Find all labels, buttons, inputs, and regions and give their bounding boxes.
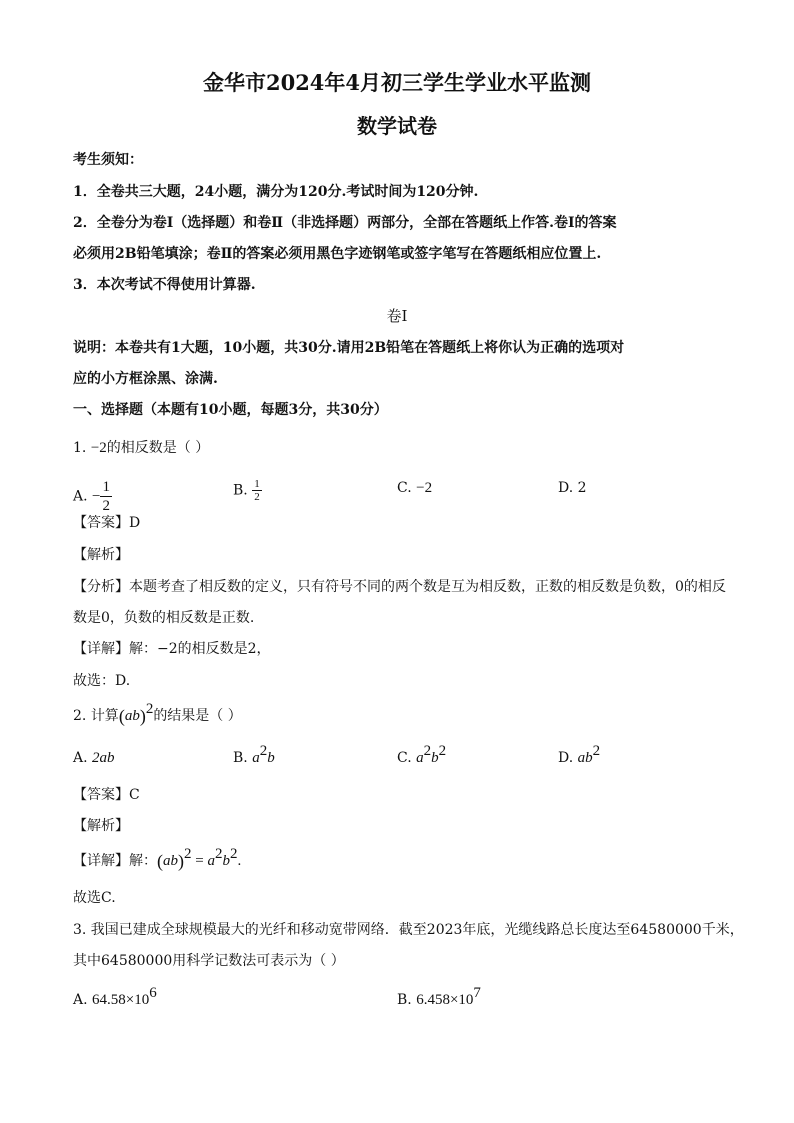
question-2-number: 2. — [73, 708, 87, 724]
notice-item-2-line2: 必须用2B铅笔填涂；卷Ⅱ的答案必须用黑色字迹钢笔或签字笔写在答题纸相应位置上. — [73, 246, 602, 262]
question-1-text: 的相反数是（ ） — [106, 440, 210, 456]
math-expression: $(ab)^2 = a^2b^2$. — [157, 846, 242, 871]
question-1-option-c: C. −2 — [397, 480, 433, 496]
math-expression: (ab)$^2$ — [118, 701, 154, 726]
math-expression: $a^2b$ — [252, 743, 275, 766]
question-1-analysis: 【解析】 — [73, 547, 129, 563]
question-1-option-a: A. − $\frac{1}{2}$ — [73, 479, 110, 514]
section-desc-line2: 应的小方框涂黑、涂满. — [73, 371, 218, 387]
section-desc-line1: 说明：本卷共有1大题，10小题，共30分.请用2B铅笔在答题纸上将你认为正确的选项对 — [73, 340, 625, 356]
question-1-expression: −2 — [90, 440, 107, 456]
question-2-option-d: D. $ab^2$ — [558, 743, 601, 766]
part-heading: 一、选择题（本题有10小题，每题3分，共30分） — [73, 402, 388, 418]
notice-item-3: 3．本次考试不得使用计算器. — [73, 277, 256, 293]
question-2-choice: 故选C. — [73, 890, 116, 906]
question-2-analysis: 【解析】 — [73, 818, 129, 834]
question-2-option-b: B. $a^2b$ — [233, 743, 275, 766]
question-3-line2: 其中64580000用科学记数法可表示为（ ） — [73, 953, 345, 969]
question-1-stem — [73, 438, 209, 458]
question-3-line1: 3. 我国已建成全球规模最大的光纤和移动宽带网络．截至2023年底，光缆线路总长度达至64580000千米， — [73, 922, 744, 938]
question-1-detail: 【详解】解：−2的相反数是2， — [73, 641, 271, 657]
question-2-option-c: C. $a^2b^2$ — [397, 743, 447, 766]
question-1-fenxi-line2: 数是0，负数的相反数是正数. — [73, 610, 255, 626]
fraction: $\frac{1}{2}$ — [254, 478, 260, 503]
section-title: 卷Ⅰ — [386, 307, 408, 325]
notice-item-2-line1: 2．全卷分为卷Ⅰ（选择题）和卷Ⅱ（非选择题）两部分，全部在答题纸上作答.卷Ⅰ的答案 — [73, 215, 617, 231]
fraction: $\frac{1}{2}$ — [102, 479, 110, 514]
question-1-option-b: B. $\frac{1}{2}$ — [233, 478, 260, 503]
question-2-option-a: A. 2ab — [73, 750, 115, 766]
math-expression: $ab^2$ — [577, 743, 601, 766]
question-2-stem: 2. 计算(ab)$^2$的结果是（ ） — [73, 701, 242, 726]
question-1-fenxi-line1: 【分析】本题考查了相反数的定义，只有符号不同的两个数是互为相反数，正数的相反数是负数，0的相反 — [73, 579, 726, 595]
question-1-number: 1. — [73, 440, 87, 456]
notice-heading: 考生须知： — [73, 152, 143, 168]
question-2-detail: 【详解】解：$(ab)^2 = a^2b^2$. — [73, 846, 242, 871]
question-1-choice: 故选：D. — [73, 673, 131, 689]
exam-subtitle: 数学试卷 — [357, 114, 437, 138]
question-3-option-a: A. $64.58\times 10^6$ — [73, 985, 157, 1008]
math-expression: $a^2b^2$ — [416, 743, 447, 766]
question-2-answer: 【答案】C — [73, 787, 140, 803]
question-1-option-d: D. 2 — [558, 480, 587, 496]
notice-item-1: 1．全卷共三大题，24小题，满分为120分.考试时间为120分钟. — [73, 184, 479, 200]
question-1-answer: 【答案】D — [73, 515, 141, 531]
question-3-option-b: B. $6.458\times 10^7$ — [397, 985, 481, 1008]
exam-title: 金华市2024年4月初三学生学业水平监测 — [202, 70, 592, 95]
